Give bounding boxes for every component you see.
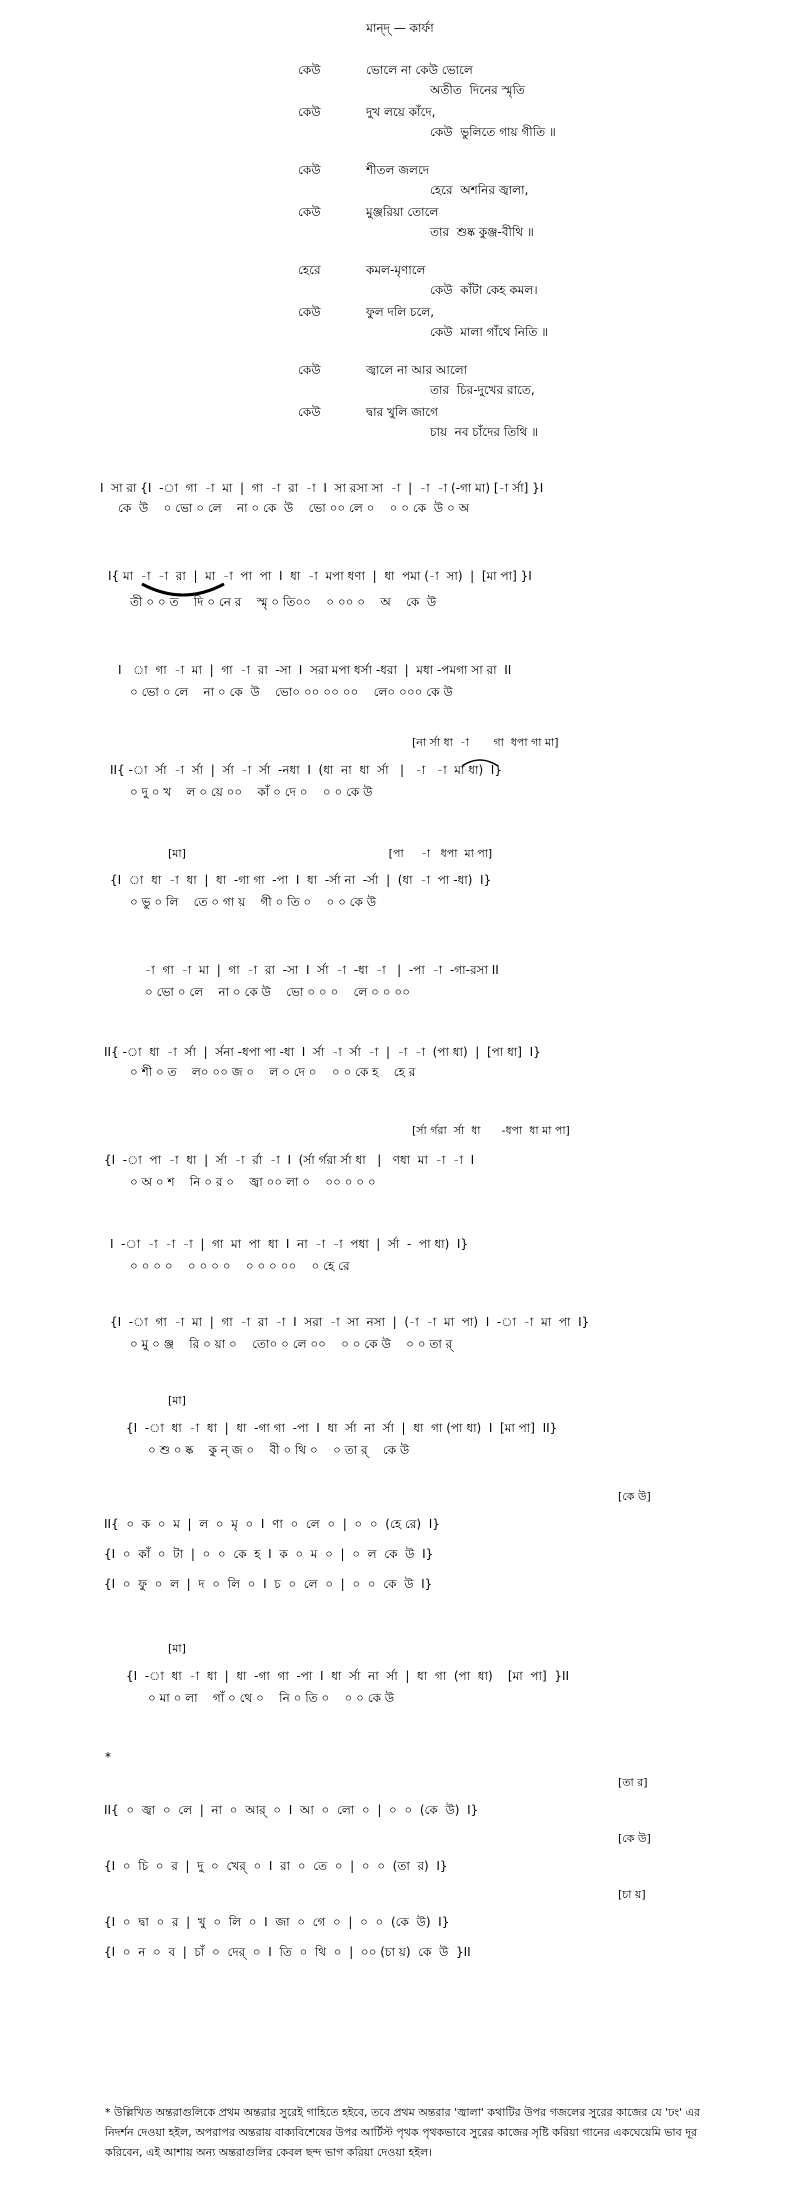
ornament-bracket: [মা] (168, 1394, 186, 1407)
syllable-line: ০ অ ০ শ নি ০ র ০ জ্বা ০০ লা ০ ০০ ০ ০ ০ (130, 1175, 376, 1189)
swaralipi-line: {I -া ধা -া ধা | ধা -গা গা -পা I ধা র্সা না র্সা | ধা গা (পা ধা) [মা পা] }II (126, 1669, 570, 1683)
lyric-line: দ্বার খুলি জাগে (366, 405, 438, 419)
swaralipi-line: I{ মা -া -া রা | মা -া পা পা I ধা -া মপা ধণা | ধা পমা (-া সা) | [মা পা] }I (108, 569, 532, 583)
swaralipi-line: -া গা -া মা | গা -া রা -সা I র্সা -া -ধা -া | -পা -া -গা-রসা II (145, 963, 499, 977)
swaralipi-line: {I -া পা -া ধা | র্সা -া র্রা -া I (র্সা র্গরা র্সা ধা | ণধা মা -া -া I (104, 1153, 475, 1167)
lyric-line: মুঞ্জরিয়া তোলে (366, 205, 439, 219)
syllable-line: ০ ০ ০ ০ ০ ০ ০ ০ ০ ০ ০ ০০ ০ হে রে (130, 1259, 350, 1273)
lyric-label: কেউ (298, 363, 321, 377)
lyric-line: দুখ লয়ে কাঁদে, (366, 105, 436, 119)
ornament-bracket: [র্সা র্গরা র্সা ধা -ধপা ধা মা পা] (412, 1124, 570, 1137)
swaralipi-line: I -া -া -া -া | গা মা পা ধা I না -া -া পধা | র্সা - পা ধা) I} (110, 1237, 469, 1251)
swaralipi-line: II{ -া ধা -া র্সা | র্সনা -ধপা পা -ধা I র্সা -া র্সা -া | -া -া (পা ধা) | [পা ধা] I} (104, 1045, 541, 1059)
syllable-line: ০ ভো ০ লে না ০ কে উ ভো ০ ০ ০ লে ০ ০ ০০ (145, 985, 411, 999)
lyric-line: চায় নব চাঁদের তিথি ॥ (430, 425, 539, 439)
lyric-line: কেউ মালা গাঁথে নিতি ॥ (430, 325, 549, 339)
ornament-bracket: [তা র] (618, 1776, 648, 1789)
syllable-line: তী ০ ০ ত দি ০ নে র স্মৃ ০ তি০০ ০ ০০ ০ অ কে উ (130, 595, 437, 609)
lyric-line: তার চির-দুখের রাতে, (430, 383, 535, 397)
syllable-line: ০ শী ০ ত ল০ ০০ জ ০ ল ০ দে ০ ০ ০ কে হ হে র (130, 1065, 416, 1079)
lyric-label: কেউ (298, 163, 321, 177)
lyric-label: কেউ (298, 105, 321, 119)
syllable-line: ০ ভু ০ লি তে ০ গা য় গী ০ তি ০ ০ ০ কে উ (130, 895, 377, 909)
swaralipi-line: II{ -া র্সা -া র্সা | র্সা -া র্সা -নধা I (ধা না ধা র্সা | -া -া মা ধা) I} (110, 763, 502, 777)
lyric-line: জ্বালে না আর আলো (366, 363, 468, 377)
slur-mark (138, 580, 228, 602)
swaralipi-line: {I া ধা -া ধা | ধা -গা গা -পা I ধা -র্সা না -র্সা | (ধা -া পা -ধা) I} (110, 873, 492, 887)
lyric-label: কেউ (298, 305, 321, 319)
syllable-line: ০ দু ০ খ ল ০ য়ে ০০ কাঁ ০ দে ০ ০ ০ কে উ (130, 785, 373, 799)
lyric-line: হেরে অশনির জ্বালা, (430, 183, 529, 197)
lyric-line: শীতল জলদে (366, 163, 430, 177)
swaralipi-line: I া গা -া মা | গা -া রা -সা I সরা মপা ধর্সা -ধরা | মধা -পমগা সা রা II (118, 663, 512, 677)
syllable-line: ০ মু ০ ঞ্জ রি ০ য়া ০ তো০ ০ লে ০০ ০ ০ কে উ ০ ০ তা র্ (130, 1337, 453, 1351)
lyric-line: কেউ কাঁটা কেহ কমল। (430, 283, 538, 297)
swaralipi-line: {I ০ ন ০ ব | চাঁ ০ দের্ ০ I তি ০ থি ০ | ০০ (চা য়) কে উ }II (104, 1945, 471, 1959)
swaralipi-line: {I ০ চি ০ র | দু ০ খের্ ০ I রা ০ তে ০ | ০ ০ (তা র) I} (104, 1859, 448, 1873)
swaralipi-line: II{ ০ ক ০ ম | ল ০ মৃ ০ I ণা ০ লে ০ | ০ ০ (হে রে) I} (104, 1517, 440, 1531)
syllable-line: ০ মা ০ লা গাঁ ০ থে ০ নি ০ তি ০ ০ ০ কে উ (148, 1691, 395, 1705)
lyric-line: কমল-মৃণালে (366, 263, 426, 277)
swaralipi-line: {I ০ ফু ০ ল | দ ০ লি ০ I চ ০ লে ০ | ০ ০ কে উ I} (104, 1577, 433, 1591)
lyric-line: অতীত দিনের স্মৃতি (430, 83, 525, 97)
swaralipi-line: {I ০ দ্বা ০ র | খু ০ লি ০ I জা ০ গে ০ | ০ ০ (কে উ) I} (104, 1915, 450, 1929)
swaralipi-line: {I -া ধা -া ধা | ধা -গা গা -পা I ধা র্সা না র্সা | ধা গা (পা ধা) I [মা পা] II} (126, 1421, 558, 1435)
page-title: মান্দ্‌ — কার্ফা (366, 21, 434, 35)
lyric-line: তার শুষ্ক কুঞ্জ-বীথি ॥ (430, 225, 534, 239)
swaralipi-line: I সা রা {I -া গা -া মা | গা -া রা -া I সা রসা সা -া | -া -া (-গা মা) [-া র্সা] }I (100, 481, 544, 495)
syllable-line: কে উ ০ ভো ০ লে না ০ কে উ ভো ০০ লে ০ ০ ০ কে উ ০ অ (118, 501, 469, 515)
lyric-label: কেউ (298, 63, 321, 77)
lyric-line: কেউ ভুলিতে গায় গীতি ॥ (430, 125, 556, 139)
ornament-bracket: [মা] (168, 1642, 186, 1655)
asterisk-mark: * (105, 1750, 111, 1764)
lyric-line: ফুল দলি চলে, (366, 305, 435, 319)
slur-mark (460, 756, 500, 768)
ornament-bracket: [চা য়] (618, 1888, 646, 1901)
syllable-line: ০ ভো ০ লে না ০ কে উ ভো০ ০০ ০০ ০০ লে০ ০০০ কে উ (130, 685, 453, 699)
swaralipi-line: II{ ০ জ্বা ০ লে | না ০ আর্ ০ I আ ০ লো ০ | ০ ০ (কে উ) I} (104, 1803, 479, 1817)
swaralipi-line: {I -া গা -া মা | গা -া রা -া I সরা -া সা নসা | (-া -া মা পা) I -া -া মা পা I} (110, 1315, 590, 1329)
lyric-label: হেরে (298, 263, 321, 277)
swaralipi-line: {I ০ কাঁ ০ টা | ০ ০ কে হ I ক ০ ম ০ | ০ ল কে উ I} (104, 1547, 434, 1561)
footnote: * উল্লিখিত অন্তরাগুলিকে প্রথম অন্তরার সুরেই গাহিতে হইবে, তবে প্রথম অন্তরার 'জ্বালা' কথাটির উপর গজলের সুরের কাজের যে 'ঢং' এর নিদর্শন দেওয়া হইল, অপরাপর অন্তরায় বাক্যবিশেষের উপর আর্টিস্ট পৃথক পৃথকভাবে সুরের কাজের সৃষ্টি করিয়া গানের একঘেয়েমি ভাব দূর করিবেন, এই আশায় অন্য অন্তরাগুলির কেবল ছন্দ ভাগ করিয়া দেওয়া হইল। (105, 2106, 701, 2159)
syllable-line: ০ শু ০ ষ্ক কু ন্ জ ০ বী ০ থি ০ ০ তা র্ কে উ (148, 1443, 410, 1457)
lyric-label: কেউ (298, 405, 321, 419)
ornament-bracket: [মা] [পা -া ধপা মা পা] (168, 847, 493, 860)
ornament-bracket: [না র্সা ধা -া গা ধপা গা মা] (412, 736, 559, 749)
ornament-bracket: [কে উ] (618, 1832, 651, 1845)
lyric-line: ভোলে না কেউ ভোলে (366, 63, 473, 77)
lyric-label: কেউ (298, 205, 321, 219)
ornament-bracket: [কে উ] (618, 1490, 651, 1503)
